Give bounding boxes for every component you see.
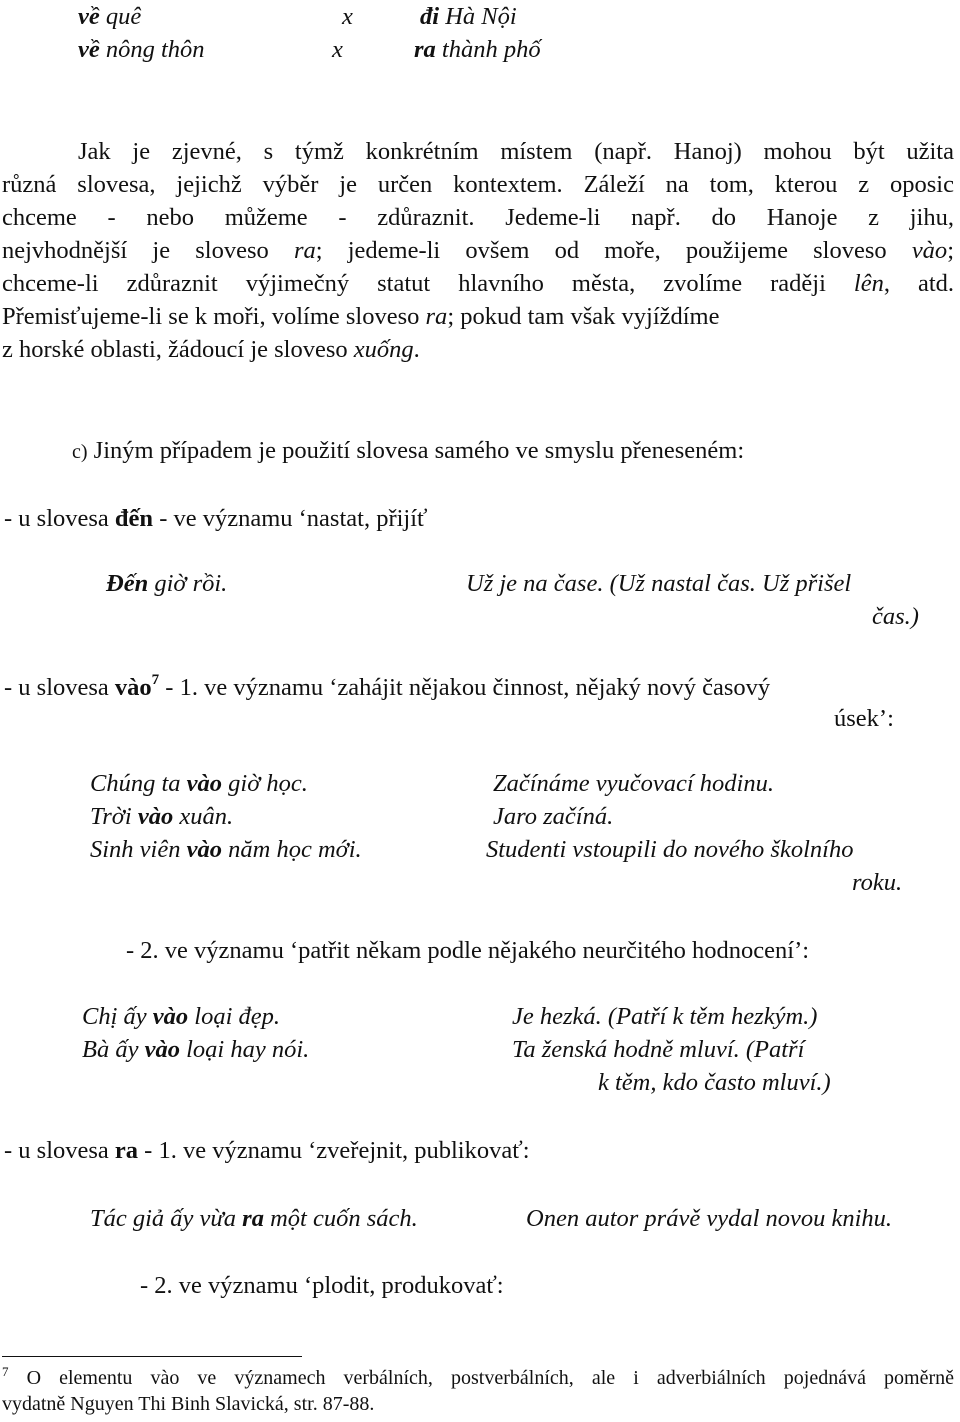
vao-example-cz: Jaro začíná. [493,803,614,830]
paragraph-line: chceme - nebo můžeme - zdůraznit. Jedeme-li např. do Hanoje z jihu, [2,204,954,231]
section-c-heading: c) Jiným případem je použití slovesa samého ve smyslu přeneseném: [72,437,745,464]
paragraph-line: z horské oblasti, žádoucí je sloveso xuống. [2,336,420,363]
vao-example-vn: Sinh viên vào năm học mới. [90,836,362,863]
footnote-mark: 7 [2,1364,9,1379]
vao-example2-vn: Chị ấy vào loại đẹp. [82,1003,281,1030]
pair-row-2-right [414,36,541,64]
vao-example2-cz: Ta ženská hodně mluví. (Patří [512,1036,805,1063]
paragraph-line: chceme-li zdůraznit výjimečný statut hlavního města, zvolíme raději lên, atd. [2,270,955,297]
vao-example2-cz-cont: k těm, kdo často mluví.) [598,1069,831,1096]
vao-heading-cont: úsek’: [834,705,894,732]
verb: về [78,36,100,63]
footnote-line: vydatně Nguyen Thi Binh Slavická, str. 87-88. [2,1393,375,1415]
paragraph-line: nejvhodnější je sloveso ra; jedeme-li ovšem od moře, použijeme sloveso vào; [2,237,954,264]
paragraph-line: Přemisťujeme-li se k moři, volíme sloveso ra; pokud tam však vyjíždíme [2,303,720,330]
footnote-reference: 7 [151,672,160,688]
ra-example-vn: Tác giả ấy vừa ra một cuốn sách. [90,1205,418,1232]
den-example-cz: Už je na čase. (Už nastal čas. Už přišel [466,570,852,597]
vao-example-vn: Trời vào xuân. [90,803,234,830]
pair-row-2 [78,36,205,64]
vao-example-cz: Začínáme vyučovací hodinu. [493,770,774,797]
paragraph-line: Jak je zjevné, s týmž konkrétním místem (např. Hanoj) mohou být užita [78,138,954,165]
den-example-cz-cont: čas.) [872,603,919,630]
verb: về [78,3,100,30]
paragraph-line: různá slovesa, jejichž výběr je určen kontextem. Záleží na tom, kterou z oposic [2,171,954,198]
pair-separator: x [332,36,343,63]
footnote-rule [2,1356,302,1357]
ra-example-cz: Onen autor právě vydal novou knihu. [526,1205,893,1232]
vao-example-cz: Studenti vstoupili do nového školního [486,836,854,863]
ra-sense-2: - 2. ve významu ‘plodit, produkovať: [140,1272,504,1299]
vao-example2-cz: Je hezká. (Patří k těm hezkým.) [512,1003,818,1030]
vao-sense-2: - 2. ve významu ‘patřit někam podle nějakého neurčitého hodnocení’: [126,937,810,964]
pair-row-1-right [420,3,517,31]
place: Hà Nội [439,3,517,30]
vao-heading: - u slovesa vào$^7$ - 1. ve významu ‘zahájit nějakou činnost, nějaký nový časový [4,672,771,701]
pair-row-1 [78,3,141,31]
footnote-line: $^7$ O elementu vào ve významech verbálních, postverbálních, ale i adverbiálních pojednává poměrně [2,1364,954,1389]
vao-example2-vn: Bà ấy vào loại hay nói. [82,1036,310,1063]
place: thành phố [435,36,541,63]
place: quê [99,3,142,30]
vao-example-vn: Chúng ta vào giờ học. [90,770,308,797]
verb: đi [420,3,440,30]
vao-example-cz-cont: roku. [852,869,903,896]
den-heading: - u slovesa đến - ve významu ‘nastat, přijíť [4,505,428,532]
pair-separator: x [342,3,353,30]
ra-heading: - u slovesa ra - 1. ve významu ‘zveřejnit, publikovať: [4,1137,530,1164]
place: nông thôn [99,36,205,63]
den-example-vn: Đến giờ rồi. [106,570,228,597]
verb: ra [414,36,436,63]
section-marker: c) [72,441,88,463]
